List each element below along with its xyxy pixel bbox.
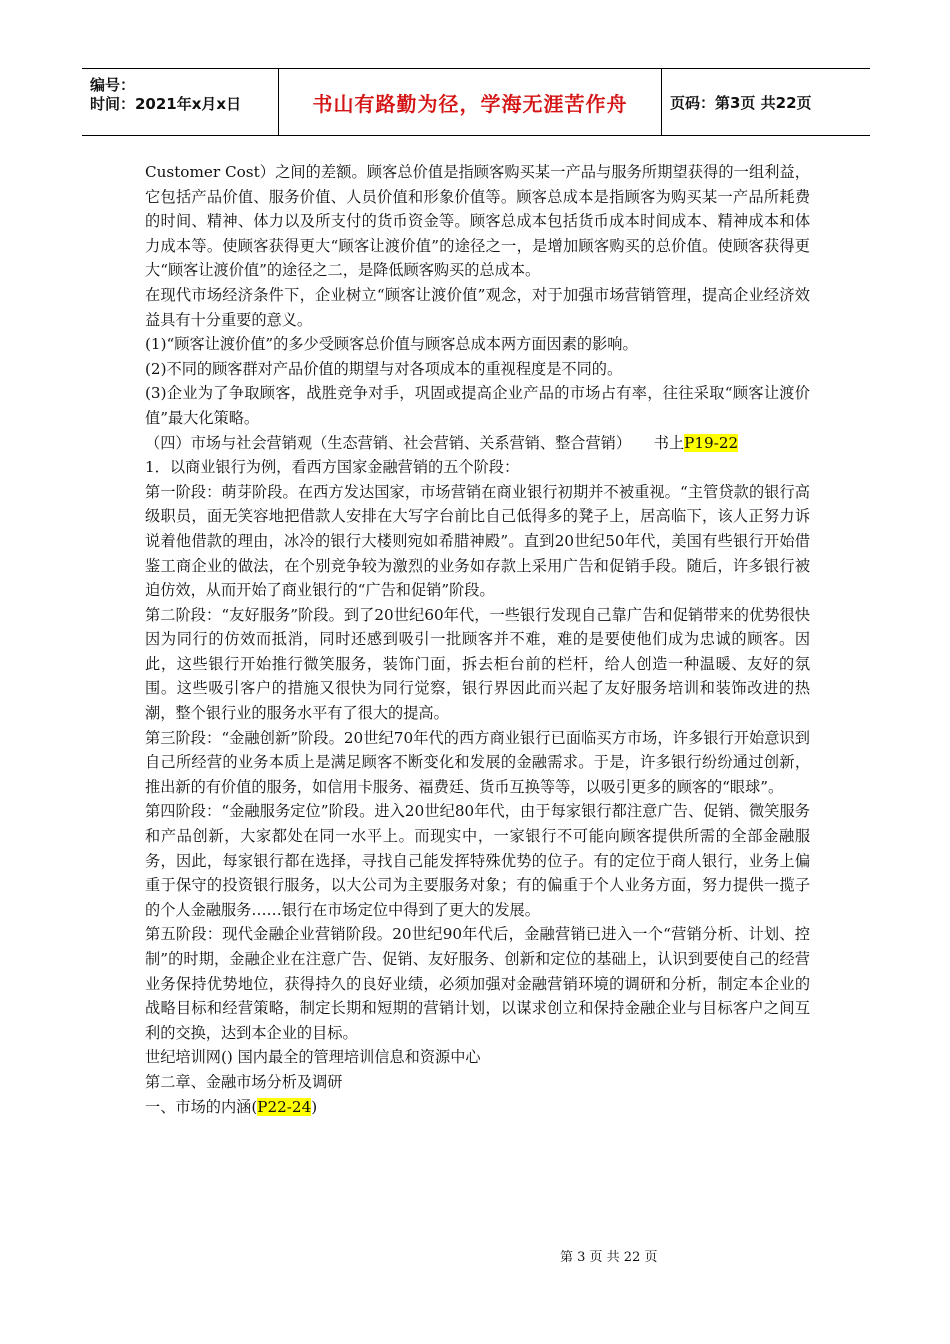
paragraph: Customer Cost）之间的差额。顾客总价值是指顾客购买某一产品与服务所期望获得的一组利益，它包括产品价值、服务价值、人员价值和形象价值等。顾客总成本是指顾客为购买某一产品所耗费的时间、精神、体力以及所支付的货币资金等。顾客总成本包括货币成本时间成本、精神成本和体力成本等。使顾客获得更大“顾客让渡价值”的途径之一，是增加顾客购买的总价值。使顾客获得更大“顾客让渡价值”的途径之二，是降低顾客购买的总成本。: [145, 163, 810, 280]
paragraph: 第二阶段：“友好服务”阶段。到了20世纪60年代，一些银行发现自己靠广告和促销带来的优势很快因为同行的仿效而抵消，同时还感到吸引一批顾客并不难，难的是要使他们成为忠诚的顾客。因此，这些银行开始推行微笑服务，装饰门面，拆去柜台前的栏杆，给人创造一种温暖、友好的氛围。这些吸引客户的措施又很快为同行觉察，银行界因此而兴起了友好服务培训和装饰改进的热潮，整个银行业的服务水平有了很大的提高。: [145, 605, 810, 723]
document-body: [145, 160, 810, 1119]
paragraph: 第一阶段：萌芽阶段。在西方发达国家，市场营销在商业银行初期并不被重视。“主管贷款的银行高级职员，面无笑容地把借款人安排在大写字台前比自己低得多的凳子上，居高临下，该人正努力诉说着他借款的理由，冰冷的银行大楼则宛如希腊神殿”。直到20世纪50年代，美国有些银行开始借鉴工商企业的做法，在个别竞争较为激烈的业务如存款上采用广告和促销手段。随后，许多银行被迫仿效，从而开始了商业银行的“广告和促销”阶段。: [145, 482, 810, 600]
closing-paren: ): [311, 1097, 318, 1116]
section-heading-text: （四）市场与社会营销观（生态营销、社会营销、关系营销、整合营销） 书上: [145, 433, 685, 452]
header-motto: 书山有路勤为径，学海无涯苦作舟: [278, 69, 662, 135]
doc-number-label: 编号：: [90, 76, 136, 94]
chapter-heading: 第二章、金融市场分析及调研: [145, 1072, 343, 1091]
header-page-number: 页码：第3页 共22页: [670, 93, 812, 112]
paragraph: 第三阶段：“金融创新”阶段。20世纪70年代的西方商业银行已面临买方市场，许多银行开始意识到自己所经营的业务本质上是满足顾客不断变化和发展的金融需求。于是，许多银行纷纷通过创新，推出新的有价值的服务，如信用卡服务、福费廷、货币互换等等，以吸引更多的顾客的“眼球”。: [145, 728, 810, 796]
page-reference-highlight: P19-22: [684, 433, 739, 452]
paragraph: 第五阶段：现代金融企业营销阶段。20世纪90年代后，金融营销已进入一个“营销分析、计划、控制”的时期，金融企业在注意广告、促销、友好服务、创新和定位的基础上，认识到要使自己的经营业务保持优势地位，获得持久的良好业绩，必须加强对金融营销环境的调研和分析，制定本企业的战略目标和经营策略，制定长期和短期的营销计划，以谋求创立和保持金融企业与目标客户之间互利的交换，达到本企业的目标。: [145, 925, 810, 1042]
paragraph: (2)不同的顾客群对产品价值的期望与对各项成本的重视程度是不同的。: [145, 359, 623, 378]
header-meta: [82, 69, 278, 135]
paragraph: 在现代市场经济条件下，企业树立“顾客让渡价值”观念，对于加强市场营销管理，提高企业经济效益具有十分重要的意义。: [145, 285, 810, 329]
paragraph: 1．以商业银行为例，看西方国家金融营销的五个阶段：: [145, 458, 520, 477]
paragraph: 世纪培训网() 国内最全的管理培训信息和资源中心: [145, 1048, 481, 1067]
paragraph: (1)“顾客让渡价值”的多少受顾客总价值与顾客总成本两方面因素的影响。: [145, 335, 638, 354]
paragraph: (3)企业为了争取顾客，战胜竞争对手，巩固或提高企业产品的市场占有率，往往采取“顾客让渡价值”最大化策略。: [145, 384, 810, 427]
section-heading: [145, 1095, 810, 1120]
page-reference-highlight: P22-24: [257, 1097, 312, 1116]
page-footer: 第 3 页 共 22 页: [560, 1250, 658, 1265]
doc-time-label: 时间：2021年x月x日: [90, 95, 242, 113]
section-heading: [145, 431, 810, 456]
section-heading-text: 一、市场的内涵(: [145, 1097, 258, 1116]
page-header: [82, 68, 870, 136]
paragraph: 第四阶段：“金融服务定位”阶段。进入20世纪80年代，由于每家银行都注意广告、促销、微笑服务和产品创新，大家都处在同一水平上。而现实中，一家银行不可能向顾客提供所需的全部金融服务，因此，每家银行都在选择，寻找自己能发挥特殊优势的位子。有的定位于商人银行，业务上偏重于保守的投资银行服务，以大公司为主要服务对象；有的偏重于个人业务方面，努力提供一揽子的个人金融服务……银行在市场定位中得到了更大的发展。: [145, 802, 810, 919]
